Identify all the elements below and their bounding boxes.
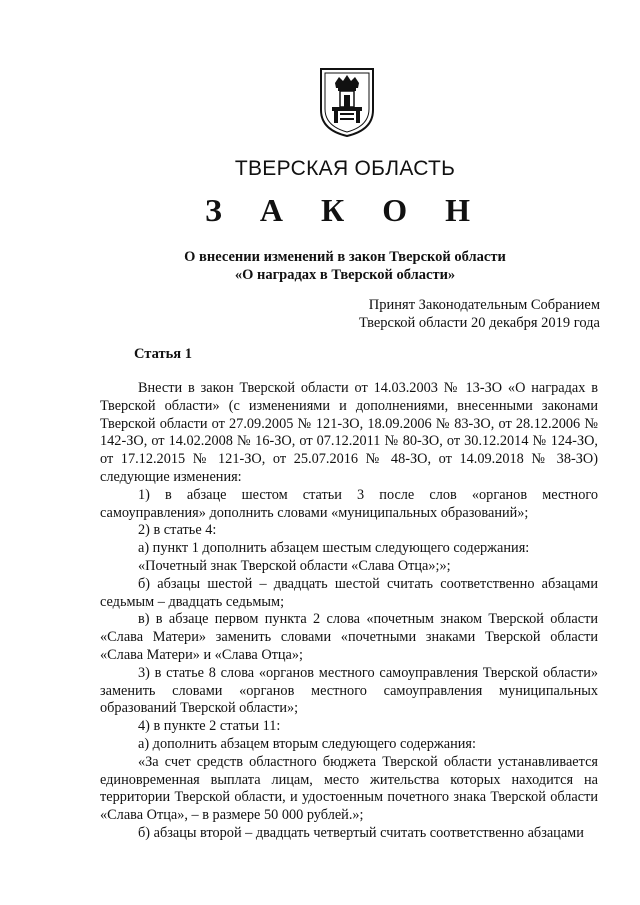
paragraph: а) дополнить абзацем вторым следующего содержания: <box>138 735 476 752</box>
paragraph: 3) в статье 8 слова «органов местного самоуправления Тверской области» заменить словами «органов местного самоуправления муниципальных образований Тверской области»; <box>100 664 598 717</box>
paragraph: б) абзацы второй – двадцать четвертый считать соответственно абзацами <box>138 824 584 841</box>
adoption-note <box>359 296 600 332</box>
paragraph: «За счет средств областного бюджета Тверской области устанавливается единовременная выплата лицам, место жительства которых находится на территории Тверской области, и удостоенным почетного знака Тверской области «Слава Отца», – в размере 50 000 рублей.»; <box>100 753 598 824</box>
paragraph: в) в абзаце первом пункта 2 слова «почетным знаком Тверской области «Слава Матери» заменить словами «почетными знаками Тверской области «Слава Матери» и «Слава Отца»; <box>100 611 598 663</box>
coat-of-arms-icon <box>318 66 376 138</box>
paragraph: 4) в пункте 2 статьи 11: <box>138 718 281 735</box>
article-body <box>100 380 598 843</box>
region-name: ТВЕРСКАЯ ОБЛАСТЬ <box>234 157 456 180</box>
paragraph: а) пункт 1 дополнить абзацем шестым следующего содержания: <box>138 540 530 557</box>
paragraph: Внести в закон Тверской области от 14.03.2003 № 13-ЗО «О наградах в Тверской области» (с изменениями и дополнениями, внесенными законами Тверской области от 27.09.2005 № 121-ЗО, 18.09.2006 № 83-ЗО, от 28.12.2006 № 142-ЗО, от 14.02.2008 № 16-ЗО, от 07.12.2011 № 80-ЗО, от 30.12.2014 № 124-ЗО, от 17.12.2015 № 121-ЗО, от 25.07.2016 № 48-ЗО, от 14.09.2018 № 38-ЗО) следующие изменения: <box>100 380 598 485</box>
adoption-line: Принят Законодательным Собранием <box>368 297 600 313</box>
article-heading: Статья 1 <box>134 346 192 362</box>
paragraph: 2) в статье 4: <box>138 522 217 539</box>
paragraph: «Почетный знак Тверской области «Слава Отца»;»; <box>138 557 451 574</box>
paragraph: 1) в абзаце шестом статьи 3 после слов «органов местного самоуправления» дополнить словами «муниципальных образований»; <box>100 486 598 521</box>
law-title <box>150 248 540 284</box>
paragraph: б) абзацы шестой – двадцать шестой считать соответственно абзацами седьмым – двадцать седьмым; <box>100 575 598 610</box>
law-title-line: О внесении изменений в закон Тверской области <box>184 249 506 265</box>
adoption-line: Тверской области 20 декабря 2019 года <box>358 315 600 331</box>
law-title-line: «О наградах в Тверской области» <box>234 267 456 283</box>
document-type: З А К О Н <box>205 192 485 228</box>
